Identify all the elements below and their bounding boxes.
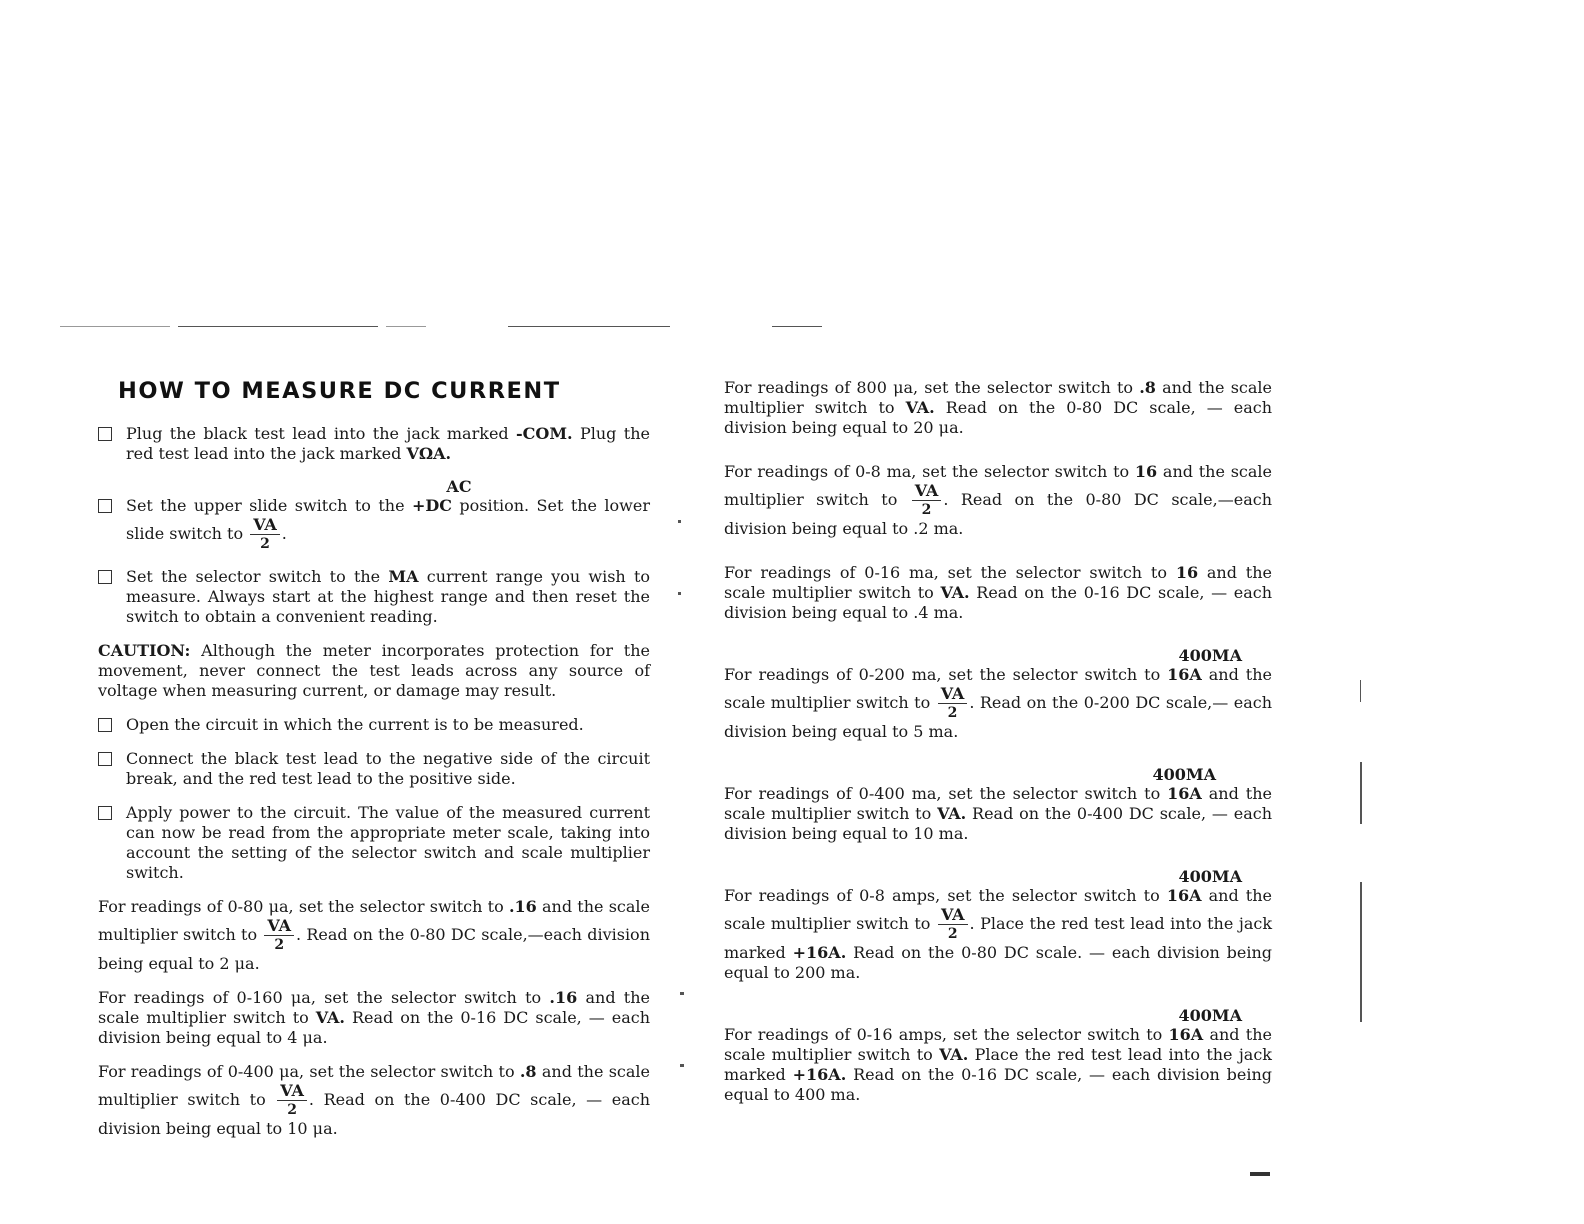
checkbox[interactable] — [98, 806, 112, 820]
reading-0-200-ma: For readings of 0-200 ma, set the selector switch to 16A and the scale multiplier switch to $\frac{VA}{2}$ . Read on the 0-200 DC scale,— each division being equal to 5 ma. — [724, 665, 1273, 741]
fraction-va-over-2: $\frac{VA}{2}$ — [250, 516, 280, 553]
page-mark — [1250, 1172, 1270, 1176]
step-plug-leads: Plug the black test lead into the jack marked -COM. Plug the red test lead into the jack marked VΩA. — [98, 424, 650, 464]
top-rule-3 — [386, 326, 426, 327]
reading-0-400-ua: For readings of 0-400 μa, set the selector switch to .8 and the scale multiplier switch to $\frac{VA}{2}$ . Read on the 0-400 DC scale, — each division being equal to 10 μa. — [98, 1062, 651, 1138]
reading-0-160-ua: For readings of 0-160 μa, set the selector switch to .16 and the scale multiplier switch to VA. Read on the 0-16 DC scale, — each division being equal to 4 μa. — [98, 988, 651, 1047]
margin-dot — [678, 592, 681, 595]
left-column — [98, 378, 650, 1153]
margin-mark — [1360, 762, 1362, 824]
fraction-va-over-2: $\frac{VA}{2}$ — [938, 685, 968, 722]
reading-0-80-ua: For readings of 0-80 μa, set the selector switch to .16 and the scale multiplier switch to $\frac{VA}{2}$ . Read on the 0-80 DC scale,—each division being equal to 2 μa. — [98, 897, 650, 973]
fraction-va-over-2: $\frac{VA}{2}$ — [912, 482, 942, 519]
checkbox[interactable] — [98, 427, 112, 441]
fraction-va-over-2: $\frac{VA}{2}$ — [938, 906, 968, 943]
checkbox[interactable] — [98, 752, 112, 766]
margin-dot — [680, 1064, 684, 1067]
step-apply-power: Apply power to the circuit. The value of the measured current can now be read from the appropriate meter scale, taking into account the setting of the selector switch and scale multiplier switch. — [98, 803, 650, 883]
ac-label: AC — [446, 477, 472, 496]
margin-mark — [1360, 882, 1362, 1022]
reading-0-8-amps: For readings of 0-8 amps, set the selector switch to 16A and the scale multiplier switch to $\frac{VA}{2}$ . Place the red test lead into the jack marked +16A. Read on the 0-80 DC scale. — each division being equal to 200 ma. — [724, 886, 1273, 982]
label-400ma: 400MA — [1178, 646, 1242, 665]
top-rule-1 — [60, 326, 170, 327]
step-slide-switch: Set the upper slide switch to the +DC position. Set the lower slide switch to $\frac{VA}{2}$ . — [98, 496, 650, 553]
label-400ma: 400MA — [1178, 867, 1242, 886]
step-connect-leads: Connect the black test lead to the negative side of the circuit break, and the red test lead to the positive side. — [98, 749, 650, 789]
checkbox[interactable] — [98, 570, 112, 584]
top-rule-2 — [178, 326, 378, 327]
step-selector: Set the selector switch to the MA current range you wish to measure. Always start at the highest range and then reset the switch to obtain a convenient reading. — [98, 567, 650, 627]
reading-0-16-ma: For readings of 0-16 ma, set the selector switch to 16 and the scale multiplier switch to VA. Read on the 0-16 DC scale, — each division being equal to .4 ma. — [724, 563, 1273, 622]
page-title: HOW TO MEASURE DC CURRENT — [118, 378, 561, 404]
reading-0-8-ma: For readings of 0-8 ma, set the selector switch to 16 and the scale multiplier switch to $\frac{VA}{2}$ . Read on the 0-80 DC scale,—each division being equal to .2 ma. — [724, 462, 1272, 538]
margin-mark — [1360, 680, 1361, 702]
margin-dot — [678, 520, 681, 523]
margin-dot — [680, 992, 684, 995]
step-open-circuit: Open the circuit in which the current is to be measured. — [98, 715, 650, 735]
right-column — [724, 378, 1272, 1129]
reading-0-16-amps: For readings of 0-16 amps, set the selector switch to 16A and the scale multiplier switch to VA. Place the red test lead into the jack marked +16A. Read on the 0-16 DC scale, — each division being equal to 400 ma. — [724, 1025, 1273, 1104]
checkbox[interactable] — [98, 499, 112, 513]
top-rule-5 — [772, 326, 822, 327]
fraction-va-over-2: $\frac{VA}{2}$ — [277, 1082, 307, 1119]
label-400ma: 400MA — [1152, 765, 1216, 784]
label-400ma: 400MA — [1178, 1006, 1242, 1025]
fraction-va-over-2: $\frac{VA}{2}$ — [264, 917, 294, 954]
reading-0-400-ma: For readings of 0-400 ma, set the selector switch to 16A and the scale multiplier switch to VA. Read on the 0-400 DC scale, — each division being equal to 10 ma. — [724, 784, 1272, 843]
reading-800-ua: For readings of 800 μa, set the selector switch to .8 and the scale multiplier switch to VA. Read on the 0-80 DC scale, — each division being equal to 20 μa. — [724, 378, 1273, 437]
checkbox[interactable] — [98, 718, 112, 732]
top-rule-4 — [508, 326, 670, 327]
caution-note: CAUTION: Although the meter incorporates protection for the movement, never connect the test leads across any source of voltage when measuring current, or damage may result. — [98, 641, 650, 700]
